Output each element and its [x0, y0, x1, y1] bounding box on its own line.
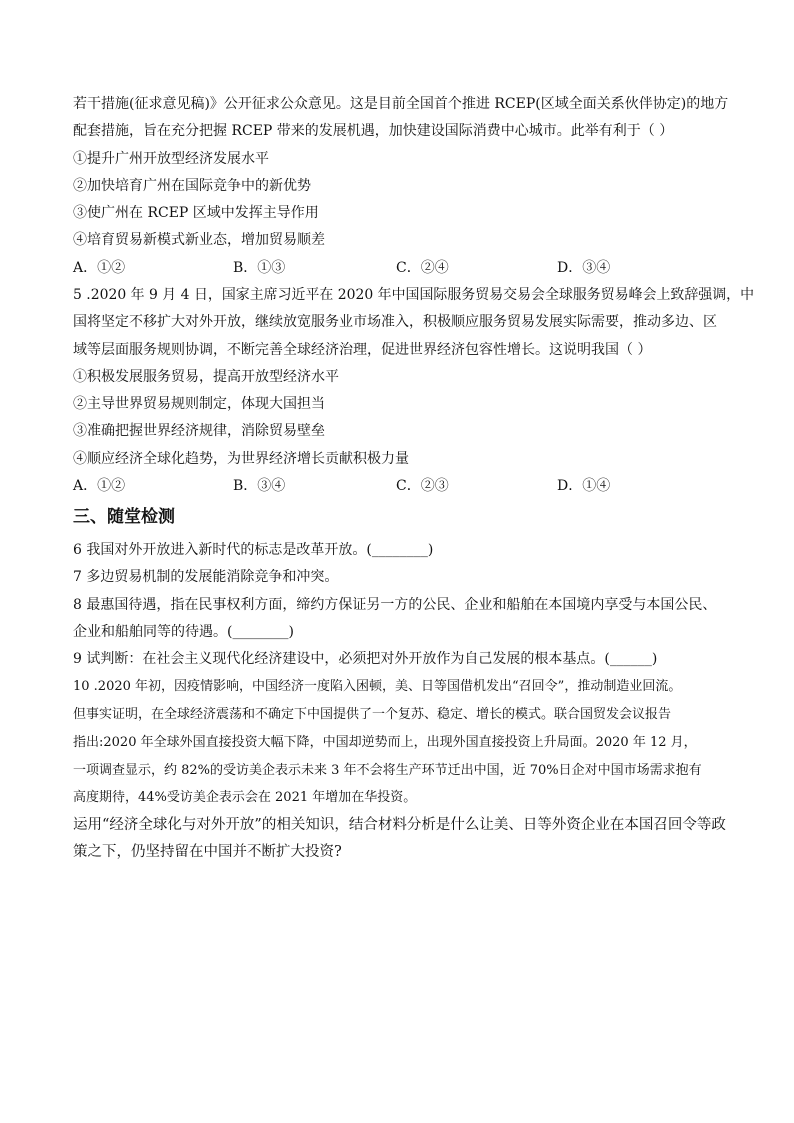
q5-stem-line-2: 国将坚定不移扩大对外开放，继续放宽服务业市场准入，积极顺应服务贸易发展实际需要，推动多边、区 [73, 314, 717, 330]
q4-option-b: B．①③ [233, 260, 286, 276]
q10-material-line-3: 指出:2020 年全球外国直接投资大幅下降，中国却逆势而上，出现外国直接投资上升局面。2020 年 12 月， [73, 735, 697, 750]
q5-option-d: D．①④ [557, 478, 611, 494]
q8-line-2: 企业和船舶同等的待遇。(________) [73, 624, 294, 640]
q4-item-3: ③使广州在 RCEP 区域中发挥主导作用 [73, 205, 319, 221]
q5-option-b: B．③④ [233, 478, 286, 494]
q10-question-line-1: 运用“经济全球化与对外开放”的相关知识，结合材料分析是什么让美、日等外资企业在本国召回令等政 [73, 817, 726, 833]
q5-item-4: ④顺应经济全球化趋势，为世界经济增长贡献积极力量 [73, 451, 409, 467]
q4-item-1: ①提升广州开放型经济发展水平 [73, 151, 269, 167]
q8-line-1: 8 最惠国待遇，指在民事权利方面，缔约方保证另一方的公民、企业和船舶在本国境内享受与本国公民、 [73, 597, 717, 613]
q10-material-line-1: 10 .2020 年初，因疫情影响，中国经济一度陷入困顿，美、日等国借机发出“召回令”，推动制造业回流。 [73, 679, 682, 694]
q4-item-4: ④培育贸易新模式新业态，增加贸易顺差 [73, 232, 325, 248]
q5-stem-line-1: 5 .2020 年 9 月 4 日，国家主席习近平在 2020 年中国国际服务贸易交易会全球服务贸易峰会上致辞强调，中 [73, 287, 755, 303]
q4-item-2: ②加快培育广州在国际竞争中的新优势 [73, 178, 311, 194]
q10-material-line-4: 一项调查显示，约 82%的受访美企表示未来 3 年不会将生产环节迁出中国，近 70%日企对中国市场需求抱有 [73, 763, 702, 778]
q4-option-a: A．①② [73, 260, 126, 276]
q4-stem-line-1: 若干措施(征求意见稿)》公开征求公众意见。这是目前全国首个推进 RCEP(区域全面关系伙伴协定)的地方 [73, 96, 729, 112]
q7-text: 7 多边贸易机制的发展能消除竞争和冲突。 [73, 569, 339, 585]
q5-option-c: C．②③ [396, 478, 449, 494]
q5-item-2: ②主导世界贸易规则制定，体现大国担当 [73, 396, 325, 412]
q4-stem-line-2: 配套措施，旨在充分把握 RCEP 带来的发展机遇，加快建设国际消费中心城市。此举有利于（ ） [73, 123, 674, 139]
section-heading: 三、随堂检测 [73, 507, 175, 527]
q4-option-c: C．②④ [396, 260, 449, 276]
q5-stem-line-3: 域等层面服务规则协调，不断完善全球经济治理，促进世界经济包容性增长。这说明我国（ ） [73, 342, 652, 358]
q5-option-a: A．①② [73, 478, 126, 494]
q9-text: 9 试判断：在社会主义现代化经济建设中，必须把对外开放作为自己发展的根本基点。(______) [73, 651, 658, 667]
q10-material-line-2: 但事实证明，在全球经济震荡和不确定下中国提供了一个复苏、稳定、增长的模式。联合国贸发会议报告 [73, 707, 672, 722]
q5-item-3: ③准确把握世界经济规律，消除贸易壁垒 [73, 423, 325, 439]
q6-text: 6 我国对外开放进入新时代的标志是改革开放。(________) [73, 542, 434, 558]
q5-item-1: ①积极发展服务贸易，提高开放型经济水平 [73, 369, 339, 385]
q10-material-line-5: 高度期待，44%受访美企表示会在 2021 年增加在华投资。 [73, 790, 417, 805]
q10-question-line-2: 策之下，仍坚持留在中国并不断扩大投资? [73, 844, 342, 860]
q4-option-d: D．③④ [557, 260, 611, 276]
